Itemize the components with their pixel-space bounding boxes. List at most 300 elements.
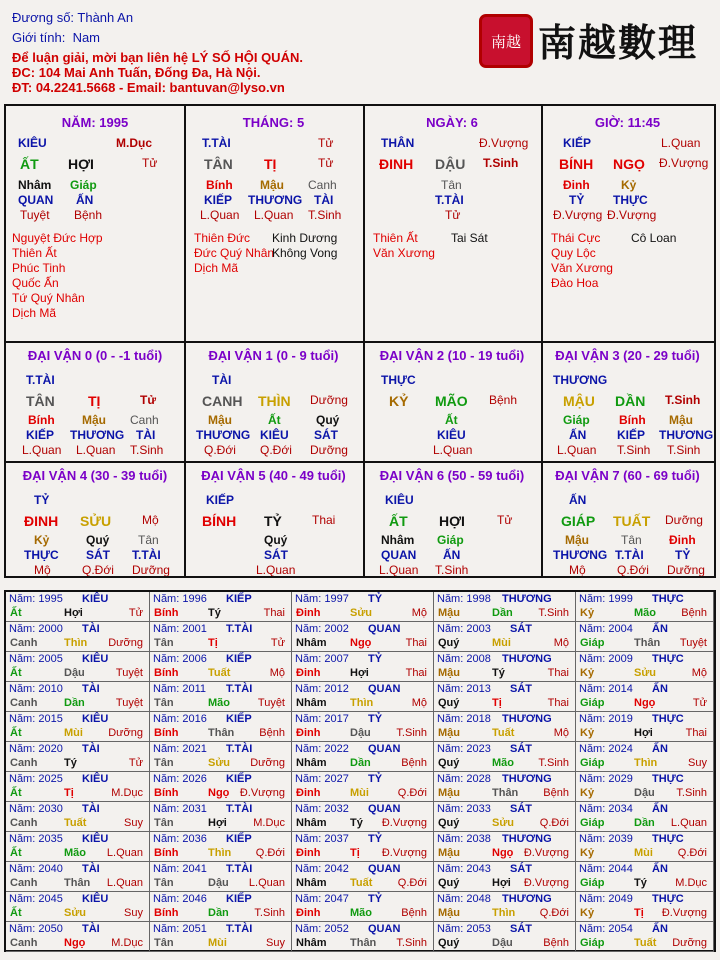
dai-van-cell-text: L.Quan xyxy=(256,563,296,577)
year-branch: Tị xyxy=(634,907,644,919)
pillar-cell-text: DẬU xyxy=(435,156,466,172)
year-stage: Dưỡng xyxy=(672,937,707,949)
year-stage: M.Dục xyxy=(253,817,285,829)
dai-van-cell-text: Mậu xyxy=(208,413,232,427)
pillar-cell-text: Thiên Ất xyxy=(12,246,57,260)
pillar-cell-text: Cô Loan xyxy=(631,231,677,245)
pillar-cell-text: TỶ xyxy=(569,193,585,207)
year-god: T.TÀI xyxy=(226,803,253,815)
year-cell xyxy=(6,772,150,802)
year-stage: Thai xyxy=(547,667,569,679)
dai-van-title: ĐẠI VẬN 4 (30 - 39 tuổi) xyxy=(22,468,168,483)
year-stage: Bệnh xyxy=(543,787,569,799)
year-god: SÁT xyxy=(510,923,532,935)
dai-van-cell-text: T.TÀI xyxy=(132,548,161,562)
year-stem: Mậu xyxy=(438,787,460,799)
year-branch: Mão xyxy=(64,847,86,859)
year-cell xyxy=(576,712,714,742)
dai-van-cell-text: Dưỡng xyxy=(132,563,170,577)
header xyxy=(0,0,720,104)
year-cell xyxy=(150,682,292,712)
year-label: Năm: 2014 xyxy=(579,683,633,695)
year-label: Năm: 2007 xyxy=(295,653,349,665)
year-stem: Giáp xyxy=(580,937,605,949)
pillar-cell-text: Đức Quý Nhân xyxy=(194,246,275,260)
year-cell xyxy=(6,592,150,622)
pillar-cell-text: Quy Lộc xyxy=(551,246,596,260)
year-stem: Kỷ xyxy=(580,847,595,859)
dai-van-cell-text: Q.Đới xyxy=(260,443,292,457)
pillar-cell-text: L.Quan xyxy=(254,208,294,222)
year-cell xyxy=(150,592,292,622)
year-cell xyxy=(434,862,576,892)
year-stage: Suy xyxy=(266,937,285,949)
dai-van-cell-text: Mộ xyxy=(34,563,51,577)
year-god: ẤN xyxy=(652,863,668,875)
year-cell xyxy=(6,682,150,712)
year-god: THƯƠNG xyxy=(502,593,552,605)
year-stage: L.Quan xyxy=(670,817,707,829)
dai-van-cell-text: Giáp xyxy=(563,413,590,427)
year-stem: Bính xyxy=(154,667,179,679)
pillar-cell-text: Canh xyxy=(308,178,337,192)
year-god: TỶ xyxy=(368,593,383,605)
year-label: Năm: 2049 xyxy=(579,893,633,905)
dai-van-cell-text: QUAN xyxy=(381,548,417,562)
pillar-cell-text: Tai Sát xyxy=(451,231,488,245)
year-branch: Sửu xyxy=(492,817,515,829)
dai-van-cell-text: Dưỡng xyxy=(310,443,348,457)
brand-logo: 南越數理 xyxy=(538,20,699,65)
year-stem: Canh xyxy=(10,697,38,709)
year-label: Năm: 2015 xyxy=(9,713,63,725)
dai-van-6 xyxy=(363,461,543,578)
year-cell xyxy=(434,772,576,802)
year-stage: Mộ xyxy=(691,667,707,679)
year-god: THƯƠNG xyxy=(502,713,552,725)
year-stage: Tuyệt xyxy=(679,637,707,649)
dai-van-cell-text: THỰC xyxy=(24,548,59,562)
year-god: SÁT xyxy=(510,623,532,635)
year-cell xyxy=(150,622,292,652)
year-branch: Mùi xyxy=(64,727,83,739)
year-label: Năm: 2039 xyxy=(579,833,633,845)
year-stage: Dưỡng xyxy=(108,727,143,739)
year-stage: Đ.Vượng xyxy=(523,877,569,889)
dai-van-title: ĐẠI VẬN 7 (60 - 69 tuổi) xyxy=(555,468,700,483)
year-god: ẤN xyxy=(652,803,668,815)
dai-van-cell-text: BÍNH xyxy=(202,513,237,529)
dai-van-5 xyxy=(184,461,365,578)
year-branch: Mão xyxy=(350,907,372,919)
dai-van-cell-text: L.Quan xyxy=(557,443,597,457)
year-branch: Mùi xyxy=(350,787,369,799)
year-stage: L.Quan xyxy=(106,847,143,859)
year-stem: Ất xyxy=(10,907,22,919)
dai-van-title: ĐẠI VẬN 6 (50 - 59 tuổi) xyxy=(379,468,525,483)
dai-van-cell-text: ẤN xyxy=(443,548,461,562)
year-branch: Ngọ xyxy=(634,697,656,709)
year-branch: Ngọ xyxy=(64,937,86,949)
pillar-cell-text: Bính xyxy=(206,178,233,192)
year-branch: Dần xyxy=(492,607,513,619)
year-stem: Ất xyxy=(10,787,22,799)
year-stage: Tử xyxy=(692,697,707,709)
year-label: Năm: 2025 xyxy=(9,773,63,785)
year-god: QUAN xyxy=(368,863,401,875)
year-stem: Quý xyxy=(438,877,460,889)
dai-van-cell-text: KIẾP xyxy=(617,428,646,442)
dai-van-cell-text: GIÁP xyxy=(561,513,596,529)
year-label: Năm: 2043 xyxy=(437,863,491,875)
dai-van-cell-text: T.Sinh xyxy=(667,443,701,457)
year-stage: Bệnh xyxy=(543,937,569,949)
year-stage: Tuyệt xyxy=(257,697,285,709)
year-stem: Mậu xyxy=(438,607,460,619)
year-stem: Mậu xyxy=(438,667,460,679)
year-god: KIẾP xyxy=(226,713,252,725)
pillar-cell-text: THỰC xyxy=(613,193,648,207)
year-god: T.TÀI xyxy=(226,683,253,695)
year-stem: Đinh xyxy=(296,907,321,919)
year-label: Năm: 1996 xyxy=(153,593,207,605)
year-stem: Quý xyxy=(438,637,460,649)
year-branch: Mão xyxy=(492,757,514,769)
year-branch: Thìn xyxy=(634,757,658,769)
year-branch: Tuất xyxy=(492,727,515,739)
year-label: Năm: 2048 xyxy=(437,893,491,905)
year-label: Năm: 2005 xyxy=(9,653,63,665)
year-cell xyxy=(292,802,434,832)
year-god: SÁT xyxy=(510,863,532,875)
red-seal-logo: 南越 xyxy=(479,14,533,68)
year-god: KIÊU xyxy=(82,593,109,605)
year-label: Năm: 2026 xyxy=(153,773,207,785)
year-stage: Đ.Vượng xyxy=(381,847,427,859)
year-branch: Dậu xyxy=(64,667,85,679)
pillar-cell-text: M.Dục xyxy=(116,136,152,150)
year-cell xyxy=(150,712,292,742)
year-god: THƯƠNG xyxy=(502,773,552,785)
dai-van-cell-text: Quý xyxy=(86,533,110,547)
year-branch: Mão xyxy=(634,607,656,619)
year-branch: Hợi xyxy=(492,877,511,889)
year-god: T.TÀI xyxy=(226,863,253,875)
pillar-cell-text: Đ.Vượng xyxy=(553,208,603,222)
year-god: TÀI xyxy=(82,803,100,815)
year-god: TỶ xyxy=(368,833,383,845)
dai-van-cell-text: THƯƠNG xyxy=(659,428,714,442)
year-god: ẤN xyxy=(652,743,668,755)
year-label: Năm: 2044 xyxy=(579,863,633,875)
pillar-cell-text: KIẾP xyxy=(204,193,233,207)
dai-van-cell-text: Dưỡng xyxy=(665,513,703,527)
dai-van-cell-text: ẤT xyxy=(389,513,408,529)
year-label: Năm: 2050 xyxy=(9,923,63,935)
year-label: Năm: 2038 xyxy=(437,833,491,845)
year-label: Năm: 2011 xyxy=(153,683,206,695)
pillar-cell-text: THÂN xyxy=(381,136,415,150)
dai-van-cell-text: ĐINH xyxy=(24,513,59,529)
year-god: T.TÀI xyxy=(226,623,253,635)
year-branch: Hợi xyxy=(64,607,83,619)
year-branch: Ngọ xyxy=(350,637,372,649)
year-label: Năm: 1999 xyxy=(579,593,633,605)
year-label: Năm: 2019 xyxy=(579,713,633,725)
year-stem: Ất xyxy=(10,607,22,619)
pillar-cell-text: TÂN xyxy=(204,156,233,172)
year-god: THỰC xyxy=(652,833,684,845)
year-cell xyxy=(150,892,292,922)
pillar-cell-text: Đ.Vượng xyxy=(479,136,529,150)
year-label: Năm: 1995 xyxy=(9,593,63,605)
pillar-cell-text: Kỷ xyxy=(621,178,637,192)
pillar-cell-text: THƯƠNG xyxy=(248,193,303,207)
year-stage: Suy xyxy=(124,907,143,919)
year-god: THƯƠNG xyxy=(502,653,552,665)
year-cell xyxy=(434,682,576,712)
year-label: Năm: 2027 xyxy=(295,773,349,785)
pillar-cell-text: QUAN xyxy=(18,193,54,207)
dai-van-cell-text: ẤN xyxy=(569,493,587,507)
year-branch: Hợi xyxy=(208,817,227,829)
year-stem: Giáp xyxy=(580,697,605,709)
year-stage: Thai xyxy=(263,607,285,619)
year-branch: Mão xyxy=(208,697,230,709)
year-stage: Thai xyxy=(685,727,707,739)
year-stage: Mộ xyxy=(553,637,569,649)
pillar-1 xyxy=(184,106,365,343)
year-cell xyxy=(576,832,714,862)
dai-van-cell-text: TÀI xyxy=(136,428,156,442)
year-stem: Mậu xyxy=(438,907,460,919)
year-stem: Tân xyxy=(154,937,174,949)
year-label: Năm: 2020 xyxy=(9,743,63,755)
year-god: KIẾP xyxy=(226,833,252,845)
year-label: Năm: 2037 xyxy=(295,833,349,845)
year-cell xyxy=(576,862,714,892)
year-label: Năm: 2053 xyxy=(437,923,491,935)
year-branch: Tý xyxy=(64,757,77,769)
year-god: THỰC xyxy=(652,593,684,605)
year-label: Năm: 2022 xyxy=(295,743,349,755)
year-stem: Tân xyxy=(154,757,174,769)
year-stem: Giáp xyxy=(580,757,605,769)
contact-line: Để luận giải, mời bạn liên hệ LÝ SỐ HỘI QUÁN. xyxy=(12,50,303,65)
year-branch: Tuất xyxy=(64,817,87,829)
year-stage: T.Sinh xyxy=(538,757,569,769)
year-god: QUAN xyxy=(368,743,401,755)
dai-van-cell-text: KIẾP xyxy=(206,493,235,507)
year-branch: Thân xyxy=(634,637,661,649)
dai-van-cell-text: Q.Đới xyxy=(204,443,236,457)
year-cell xyxy=(6,862,150,892)
year-branch: Dần xyxy=(208,907,229,919)
year-stage: Đ.Vượng xyxy=(661,907,707,919)
year-cell xyxy=(6,652,150,682)
year-stage: Q.Đới xyxy=(397,787,427,799)
year-stage: T.Sinh xyxy=(396,727,427,739)
pillar-cell-text: Tử xyxy=(318,156,334,170)
year-label: Năm: 2029 xyxy=(579,773,633,785)
year-cell xyxy=(292,772,434,802)
dai-van-cell-text: Mậu xyxy=(82,413,106,427)
year-stem: Quý xyxy=(438,817,460,829)
year-branch: Thân xyxy=(492,787,519,799)
year-branch: Tị xyxy=(350,847,360,859)
dai-van-cell-text: Tử xyxy=(497,513,513,527)
year-stem: Tân xyxy=(154,877,174,889)
year-branch: Thân xyxy=(208,727,235,739)
dai-van-cell-text: T.Sinh xyxy=(435,563,469,577)
year-label: Năm: 2032 xyxy=(295,803,349,815)
year-branch: Thìn xyxy=(350,697,374,709)
pillar-cell-text: TÀI xyxy=(314,193,334,207)
year-cell xyxy=(434,892,576,922)
year-label: Năm: 2017 xyxy=(295,713,349,725)
year-label: Năm: 2010 xyxy=(9,683,63,695)
year-stage: Bệnh xyxy=(401,757,427,769)
pillar-cell-text: Bệnh xyxy=(74,208,103,222)
dai-van-cell-text: CANH xyxy=(202,393,243,409)
year-label: Năm: 2001 xyxy=(153,623,207,635)
year-god: TỶ xyxy=(368,713,383,725)
year-cell xyxy=(292,652,434,682)
dai-van-title: ĐẠI VẬN 0 (0 - -1 tuổi) xyxy=(27,348,163,363)
year-stage: T.Sinh xyxy=(538,607,569,619)
pillar-cell-text: Đào Hoa xyxy=(551,276,599,290)
pillar-cell-text: Nguyệt Đức Hợp xyxy=(12,231,103,245)
pillar-cell-text: Dịch Mã xyxy=(194,261,239,275)
pillar-cell-text: Tử xyxy=(445,208,461,222)
year-god: TỶ xyxy=(368,773,383,785)
pillar-title: GIỜ: 11:45 xyxy=(594,115,661,130)
year-branch: Dần xyxy=(634,817,655,829)
dai-van-cell-text: THÌN xyxy=(258,393,291,409)
dai-van-cell-text: Quý xyxy=(264,533,288,547)
year-god: T.TÀI xyxy=(226,923,253,935)
address-line: ĐC: 104 Mai Anh Tuấn, Đống Đa, Hà Nội. xyxy=(12,65,261,80)
gender-line xyxy=(12,30,100,45)
year-cell xyxy=(6,892,150,922)
year-branch: Tý xyxy=(634,877,647,889)
year-stem: Đinh xyxy=(296,847,321,859)
dai-van-cell-text: Dưỡng xyxy=(667,563,705,577)
dai-van-cell-text: THỰC xyxy=(381,373,416,387)
year-stage: Bệnh xyxy=(401,907,427,919)
year-cell xyxy=(434,742,576,772)
year-god: THƯƠNG xyxy=(502,833,552,845)
dai-van-cell-text: MÃO xyxy=(435,393,468,409)
year-stem: Tân xyxy=(154,637,174,649)
pillar-3 xyxy=(541,106,716,343)
year-stage: Tử xyxy=(128,757,143,769)
year-stage: Q.Đới xyxy=(539,817,569,829)
pillar-cell-text: ĐINH xyxy=(379,156,414,172)
year-god: KIÊU xyxy=(82,833,109,845)
year-cell xyxy=(434,802,576,832)
dai-van-cell-text: Quý xyxy=(316,413,340,427)
year-branch: Tý xyxy=(208,607,221,619)
year-god: KIẾP xyxy=(226,593,252,605)
year-stage: Mộ xyxy=(553,727,569,739)
pillar-cell-text: Thiên Ất xyxy=(373,231,418,245)
year-cell xyxy=(6,712,150,742)
year-label: Năm: 2035 xyxy=(9,833,63,845)
dai-van-title: ĐẠI VẬN 1 (0 - 9 tuổi) xyxy=(208,348,339,363)
year-god: TÀI xyxy=(82,863,100,875)
year-label: Năm: 2013 xyxy=(437,683,491,695)
year-branch: Tý xyxy=(350,817,363,829)
year-god: SÁT xyxy=(510,683,532,695)
year-stage: M.Dục xyxy=(111,787,143,799)
dai-van-title: ĐẠI VẬN 3 (20 - 29 tuổi) xyxy=(555,348,700,363)
pillar-cell-text: ẤN xyxy=(76,193,94,207)
year-god: KIẾP xyxy=(226,773,252,785)
year-stem: Giáp xyxy=(580,817,605,829)
year-stem: Đinh xyxy=(296,607,321,619)
year-stage: Dưỡng xyxy=(108,637,143,649)
year-stem: Giáp xyxy=(580,637,605,649)
year-cell xyxy=(6,922,150,952)
pillar-2 xyxy=(363,106,543,343)
year-stem: Nhâm xyxy=(296,817,327,829)
pillar-cell-text: Giáp xyxy=(70,178,97,192)
gender-label: Giới tính: xyxy=(12,30,66,45)
dai-van-cell-text: HỢI xyxy=(439,513,465,529)
year-cell xyxy=(150,862,292,892)
pillar-cell-text: KIẾP xyxy=(563,136,592,150)
year-label: Năm: 2016 xyxy=(153,713,207,725)
year-label: Năm: 1997 xyxy=(295,593,349,605)
year-label: Năm: 2036 xyxy=(153,833,207,845)
dai-van-cell-text: Canh xyxy=(130,413,159,427)
dai-van-cell-text: Bính xyxy=(28,413,55,427)
year-branch: Sửu xyxy=(350,607,373,619)
year-branch: Thìn xyxy=(208,847,232,859)
pillar-title: NĂM: 1995 xyxy=(61,115,129,130)
dai-van-cell-text: TỶ xyxy=(264,513,282,529)
pillar-0 xyxy=(6,106,186,343)
year-branch: Thân xyxy=(64,877,91,889)
dai-van-cell-text: KỶ xyxy=(389,393,409,409)
pillar-cell-text: Không Vong xyxy=(272,246,338,260)
pillar-cell-text: TỊ xyxy=(264,156,277,172)
dai-van-cell-text: Giáp xyxy=(437,533,464,547)
pillar-cell-text: T.TÀI xyxy=(435,193,464,207)
year-branch: Tuất xyxy=(208,667,231,679)
annual-grid xyxy=(4,590,716,952)
year-branch: Ngọ xyxy=(208,787,230,799)
year-stage: L.Quan xyxy=(106,877,143,889)
year-stage: M.Dục xyxy=(675,877,707,889)
dai-van-cell-text: Thai xyxy=(312,513,336,527)
pillar-cell-text: HỢI xyxy=(68,156,94,172)
year-label: Năm: 2002 xyxy=(295,623,349,635)
pillar-cell-text: T.Sinh xyxy=(308,208,342,222)
year-branch: Hợi xyxy=(350,667,369,679)
year-stage: Tử xyxy=(270,637,285,649)
chart-grid xyxy=(4,104,716,578)
year-stage: Q.Đới xyxy=(677,847,707,859)
year-label: Năm: 2021 xyxy=(153,743,207,755)
year-stem: Tân xyxy=(154,817,174,829)
year-label: Năm: 2031 xyxy=(153,803,207,815)
year-cell xyxy=(150,832,292,862)
year-cell xyxy=(292,862,434,892)
year-god: THỰC xyxy=(652,773,684,785)
dai-van-cell-text: THƯƠNG xyxy=(553,548,608,562)
